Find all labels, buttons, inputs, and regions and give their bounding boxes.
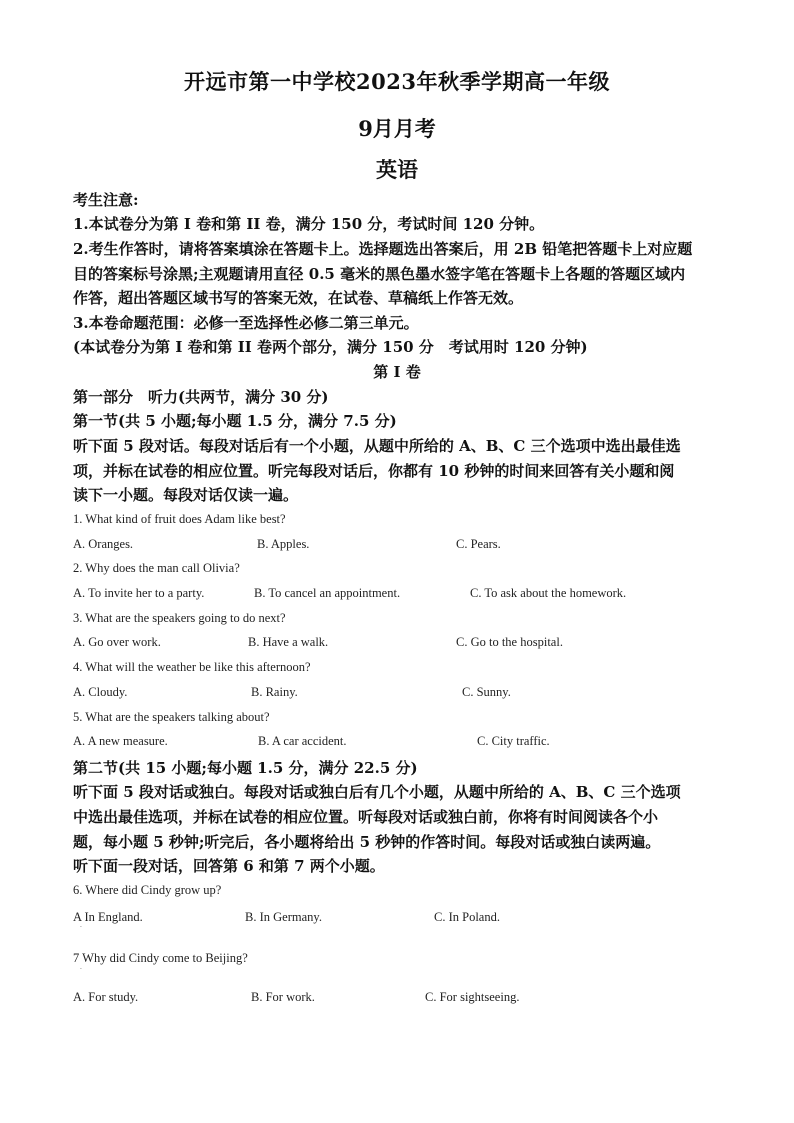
section2-heading: 第二节(共 15 小题;每小题 1.5 分，满分 22.5 分) [73,759,418,777]
question-6-option-c: C. In Poland. [434,910,500,924]
notice-heading: 考生注意: [73,191,139,209]
question-7-option-c: C. For sightseeing. [425,990,520,1004]
section2-instruction-line1: 听下面 5 段对话或独白。每段对话或独白后有几个小题，从题中所给的 A、B、C 三个选项 [73,783,681,801]
section1-instruction-line2: 项，并标在试卷的相应位置。听完每段对话后，你都有 10 秒钟的时间来回答有关小题和阅 [73,462,675,480]
notice-item-3: 3.本卷命题范围：必修一至选择性必修二第三单元。 [73,314,419,332]
notice-item-2-line3: 作答，超出答题区域书写的答案无效，在试卷、草稿纸上作答无效。 [73,289,524,307]
question-5-option-b: B. A car accident. [258,734,347,748]
question-4: 4. What will the weather be like this afternoon? [73,660,311,674]
section1-instruction-line1: 听下面 5 段对话。每段对话后有一个小题，从题中所给的 A、B、C 三个选项中选出最佳选 [73,437,681,455]
question-4-option-c: C. Sunny. [462,685,511,699]
notice-item-2-line2: 目的答案标号涂黑;主观题请用直径 0.5 毫米的黑色墨水签字笔在答题卡上各题的答题区域内 [73,265,686,283]
question-3-option-a: A. Go over work. [73,635,161,649]
question-4-option-a: A. Cloudy. [73,685,128,699]
subject-title: 英语 [376,157,418,182]
stray-mark: · [80,924,82,931]
notice-item-4: (本试卷分为第 I 卷和第 II 卷两个部分，满分 150 分 考试用时 120 分钟) [73,338,588,356]
question-2: 2. Why does the man call Olivia? [73,561,240,575]
question-5-option-a: A. A new measure. [73,734,168,748]
exam-title: 开远市第一中学校2023年秋季学期高一年级 [184,69,610,94]
question-7: 7 Why did Cindy come to Beijing? [73,951,248,965]
notice-item-2-line1: 2.考生作答时，请将答案填涂在答题卡上。选择题选出答案后，用 2B 铅笔把答题卡上对应题 [73,240,693,258]
question-7-option-a: A. For study. [73,990,139,1004]
volume-heading: 第 I 卷 [373,363,421,381]
question-2-option-b: B. To cancel an appointment. [254,586,401,600]
exam-subtitle: 9月月考 [358,116,436,141]
notice-item-1: 1.本试卷分为第 I 卷和第 II 卷，满分 150 分，考试时间 120 分钟。 [73,215,545,233]
section2-instruction-line3: 题，每小题 5 秒钟;听完后，各小题将给出 5 秒钟的作答时间。每段对话或独白读两遍。 [73,833,661,851]
question-5: 5. What are the speakers talking about? [73,710,270,724]
section2-instruction-line4: 听下面一段对话，回答第 6 和第 7 两个小题。 [73,857,385,875]
question-4-option-b: B. Rainy. [251,685,298,699]
question-1: 1. What kind of fruit does Adam like best? [73,512,286,526]
question-2-option-a: A. To invite her to a party. [73,586,205,600]
question-6-option-b: B. In Germany. [245,910,322,924]
question-5-option-c: C. City traffic. [477,734,550,748]
question-1-option-c: C. Pears. [456,537,501,551]
question-1-option-b: B. Apples. [257,537,310,551]
section2-instruction-line2: 中选出最佳选项，并标在试卷的相应位置。听每段对话或独白前，你将有时间阅读各个小 [73,808,659,826]
question-1-option-a: A. Oranges. [73,537,134,551]
question-6: 6. Where did Cindy grow up? [73,883,222,897]
question-3-option-c: C. Go to the hospital. [456,635,563,649]
question-7-option-b: B. For work. [251,990,315,1004]
stray-mark: · [80,966,82,973]
question-3-option-b: B. Have a walk. [248,635,329,649]
question-3: 3. What are the speakers going to do next? [73,611,286,625]
question-2-option-c: C. To ask about the homework. [470,586,627,600]
part1-heading: 第一部分 听力(共两节，满分 30 分) [73,388,329,406]
question-6-option-a: A In England. [73,910,143,924]
section1-instruction-line3: 读下一小题。每段对话仅读一遍。 [73,486,299,504]
section1-heading: 第一节(共 5 小题;每小题 1.5 分，满分 7.5 分) [73,412,397,430]
